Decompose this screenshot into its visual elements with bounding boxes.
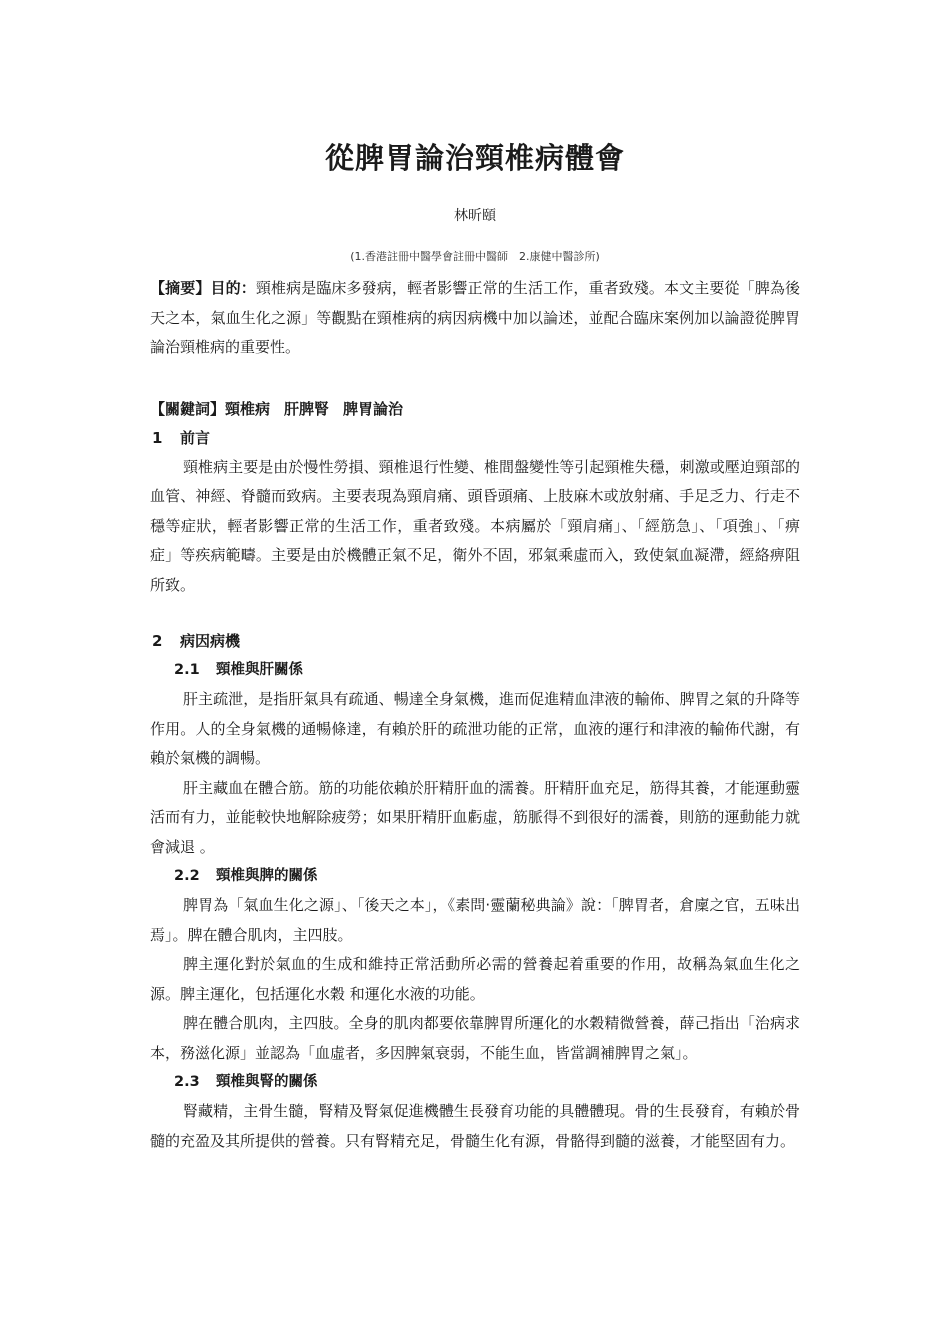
- paragraph: 肝主疏泄，是指肝氣具有疏通、暢達全身氣機，進而促進精血津液的輸佈、脾胃之氣的升降等作用。人的全身氣機的通暢條達，有賴於肝的疏泄功能的正常，血液的運行和津液的輸佈代謝，有賴於氣機的調暢。: [150, 690, 800, 767]
- abstract-text: 頸椎病是臨床多發病，輕者影響正常的生活工作，重者致殘。本文主要從「脾為後天之本，氣血生化之源」等觀點在頸椎病的病因病機中加以論述，並配合臨床案例加以論證從脾胃論治頸椎病的重要性。: [150, 279, 800, 356]
- subsection-title: 頸椎與脾的關係: [216, 868, 318, 884]
- section-heading: [150, 627, 800, 656]
- keyword: 肝脾腎: [284, 399, 330, 418]
- subsection-heading: [150, 862, 800, 891]
- subsection-heading: [150, 1068, 800, 1097]
- keywords-label: 【關鍵詞】: [150, 399, 226, 418]
- keywords: [150, 395, 800, 424]
- subsection-number: 2.2: [174, 868, 200, 884]
- subsection-heading: [150, 656, 800, 685]
- paragraph: 脾胃為「氣血生化之源」、「後天之本」，《素問·靈蘭秘典論》說：「脾胃者，倉廩之官，五味出焉」。脾在體合肌肉，主四肢。: [150, 896, 800, 944]
- subsection-title: 頸椎與肝關係: [216, 662, 303, 678]
- paper-title: 從脾胃論治頸椎病體會: [324, 141, 625, 175]
- author-name: 林昕頤: [454, 208, 496, 224]
- paragraph: 脾在體合肌肉，主四肢。全身的肌肉都要依靠脾胃所運化的水穀精微營養，薛己指出「治病求本，務滋化源」並認為「血虛者，多因脾氣衰弱，不能生血，皆當調補脾胃之氣」。: [150, 1014, 800, 1062]
- paragraph: 頸椎病主要是由於慢性勞損、頸椎退行性變、椎間盤變性等引起頸椎失穩，刺激或壓迫頸部的血管、神經、脊髓而致病。主要表現為頸肩痛、頭昏頭痛、上肢麻木或放射痛、手足乏力、行走不穩等症狀，輕者影響正常的生活工作，重者致殘。本病屬於「頸肩痛」、「經筋急」、「項強」、「痹症」等疾病範疇。主要是由於機體正氣不足，衛外不固，邪氣乘虛而入，致使氣血凝滯，經絡痹阻所致。: [150, 457, 800, 594]
- keyword: 脾胃論治: [343, 399, 404, 418]
- section-number: 2: [152, 632, 163, 650]
- paragraph: 肝主藏血在體合筋。筋的功能依賴於肝精肝血的濡養。肝精肝血充足，筋得其養，才能運動靈活而有力，並能較快地解除疲勞；如果肝精肝血虧虛，筋脈得不到很好的濡養，則筋的運動能力就會減退 。: [150, 778, 800, 856]
- abstract: [150, 274, 800, 363]
- section-title: 前言: [180, 428, 211, 447]
- section-number: 1: [152, 428, 163, 447]
- section-title: 病因病機: [180, 632, 241, 650]
- keyword: 頸椎病: [225, 399, 271, 418]
- subsection-title: 頸椎與腎的關係: [216, 1074, 318, 1090]
- subsection-number: 2.1: [174, 662, 200, 678]
- paragraph: 脾主運化對於氣血的生成和維持正常活動所必需的營養起着重要的作用，故稱為氣血生化之源。脾主運化，包括運化水穀 和運化水液的功能。: [150, 955, 800, 1003]
- abstract-label: 【摘要】目的：: [150, 279, 256, 297]
- section-heading: [150, 424, 800, 453]
- paper-body: [150, 274, 800, 1156]
- subsection-number: 2.3: [174, 1074, 200, 1090]
- author-affiliation: (1.香港註冊中醫學會註冊中醫師 2.康健中醫診所): [350, 250, 600, 263]
- paragraph: 腎藏精，主骨生髓，腎精及腎氣促進機體生長發育功能的具體體現。骨的生長發育，有賴於骨髓的充盈及其所提供的營養。只有腎精充足，骨髓生化有源，骨骼得到髓的滋養，才能堅固有力。: [150, 1102, 800, 1150]
